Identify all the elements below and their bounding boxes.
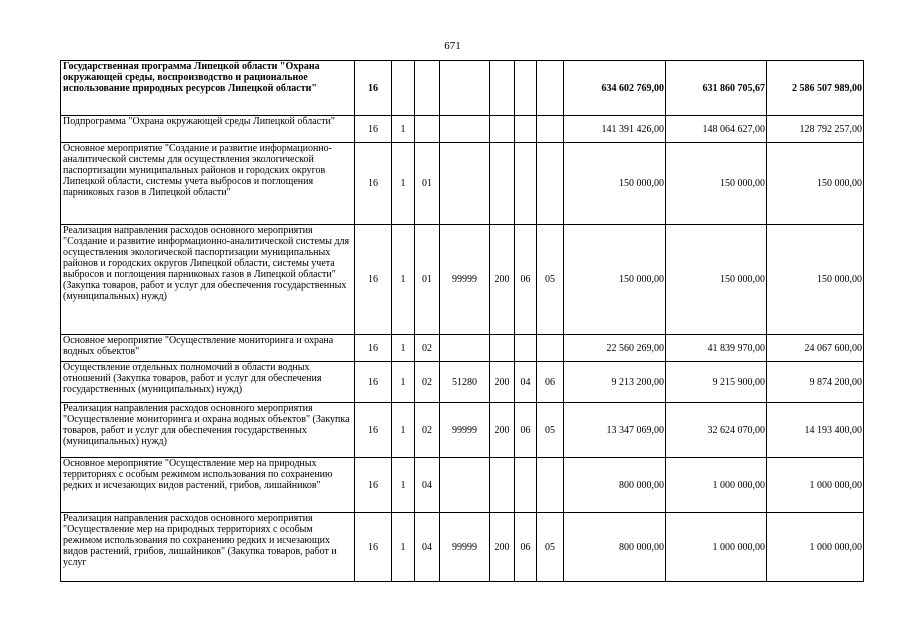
- page-number: 671: [444, 40, 461, 52]
- cell-expense-type: 200: [490, 225, 515, 335]
- row-name: Реализация направления расходов основного мероприятия "Создание и развитие информационно-аналитической системы для осуществления экологической паспортизации муниципальных районов и городских округов Липецкой области, системы учета выбросов и поглощения парниковых газов в Липецкой области" (Закупка товаров, работ и услуг для обеспечения государственных (муниципальных) нужд): [61, 225, 355, 335]
- cell-subprogram: 1: [392, 513, 415, 582]
- cell-amount-3: 150 000,00: [767, 143, 864, 225]
- cell-direction: [440, 143, 490, 225]
- row-name: Осуществление отдельных полномочий в области водных отношений (Закупка товаров, работ и услуг для обеспечения государственных (муниципальных) нужд): [61, 362, 355, 403]
- cell-grbs: 16: [355, 116, 392, 143]
- cell-grbs: 16: [355, 335, 392, 362]
- table-row: [61, 458, 864, 513]
- cell-subsection: [537, 61, 564, 116]
- row-name: Реализация направления расходов основного мероприятия "Осуществление мер на природных территориях с особым режимом использования по сохранению редких и исчезающих видов растений, грибов, лишайников" (Закупка товаров, работ и услуг: [61, 513, 355, 582]
- cell-subsection: [537, 143, 564, 225]
- cell-amount-1: 150 000,00: [564, 225, 666, 335]
- cell-main-activity: 02: [415, 335, 440, 362]
- cell-section: 06: [515, 403, 537, 458]
- table-row-subprogram: [61, 116, 864, 143]
- cell-direction: 51280: [440, 362, 490, 403]
- table-row: [61, 225, 864, 335]
- cell-subprogram: [392, 61, 415, 116]
- budget-table: [60, 60, 864, 582]
- cell-main-activity: 04: [415, 513, 440, 582]
- cell-amount-2: 148 064 627,00: [666, 116, 767, 143]
- table-row-program: [61, 61, 864, 116]
- table-row: [61, 143, 864, 225]
- cell-subsection: 05: [537, 513, 564, 582]
- cell-expense-type: [490, 61, 515, 116]
- cell-amount-1: 800 000,00: [564, 458, 666, 513]
- cell-subsection: 05: [537, 403, 564, 458]
- cell-direction: [440, 335, 490, 362]
- cell-subsection: [537, 335, 564, 362]
- cell-amount-2: 631 860 705,67: [666, 61, 767, 116]
- cell-grbs: 16: [355, 61, 392, 116]
- cell-grbs: 16: [355, 362, 392, 403]
- cell-grbs: 16: [355, 513, 392, 582]
- cell-section: [515, 61, 537, 116]
- cell-subprogram: 1: [392, 335, 415, 362]
- cell-grbs: 16: [355, 143, 392, 225]
- cell-amount-1: 150 000,00: [564, 143, 666, 225]
- cell-section: [515, 335, 537, 362]
- cell-main-activity: 02: [415, 403, 440, 458]
- cell-subsection: [537, 458, 564, 513]
- cell-expense-type: 200: [490, 362, 515, 403]
- cell-amount-1: 800 000,00: [564, 513, 666, 582]
- row-name: Основное мероприятие "Осуществление мер на природных территориях с особым режимом использования по сохранению редких и исчезающих видов растений, грибов, лишайников": [61, 458, 355, 513]
- cell-section: [515, 143, 537, 225]
- row-name: Основное мероприятие "Осуществление мониторинга и охрана водных объектов": [61, 335, 355, 362]
- cell-subprogram: 1: [392, 225, 415, 335]
- cell-section: 04: [515, 362, 537, 403]
- cell-expense-type: [490, 458, 515, 513]
- cell-amount-1: 141 391 426,00: [564, 116, 666, 143]
- cell-expense-type: 200: [490, 513, 515, 582]
- row-name: Государственная программа Липецкой области "Охрана окружающей среды, воспроизводство и рациональное использование природных ресурсов Липецкой области": [61, 61, 355, 116]
- cell-amount-3: 1 000 000,00: [767, 458, 864, 513]
- cell-section: 06: [515, 225, 537, 335]
- row-name: Подпрограмма "Охрана окружающей среды Липецкой области": [61, 116, 355, 143]
- cell-amount-2: 150 000,00: [666, 143, 767, 225]
- table-row: [61, 403, 864, 458]
- cell-amount-1: 634 602 769,00: [564, 61, 666, 116]
- cell-subprogram: 1: [392, 458, 415, 513]
- cell-subsection: 06: [537, 362, 564, 403]
- cell-grbs: 16: [355, 458, 392, 513]
- cell-amount-1: 13 347 069,00: [564, 403, 666, 458]
- cell-main-activity: [415, 116, 440, 143]
- cell-amount-3: 24 067 600,00: [767, 335, 864, 362]
- row-name: Реализация направления расходов основного мероприятия "Осуществление мониторинга и охрана водных объектов" (Закупка товаров, работ и услуг для обеспечения государственных (муниципальных) нужд): [61, 403, 355, 458]
- cell-subsection: 05: [537, 225, 564, 335]
- cell-amount-3: 128 792 257,00: [767, 116, 864, 143]
- cell-amount-2: 32 624 070,00: [666, 403, 767, 458]
- cell-subprogram: 1: [392, 116, 415, 143]
- cell-expense-type: 200: [490, 403, 515, 458]
- cell-direction: 99999: [440, 513, 490, 582]
- cell-section: [515, 458, 537, 513]
- cell-amount-1: 22 560 269,00: [564, 335, 666, 362]
- cell-amount-2: 9 215 900,00: [666, 362, 767, 403]
- table-row: [61, 513, 864, 582]
- cell-subsection: [537, 116, 564, 143]
- cell-subprogram: 1: [392, 362, 415, 403]
- cell-amount-2: 1 000 000,00: [666, 513, 767, 582]
- cell-amount-3: 1 000 000,00: [767, 513, 864, 582]
- cell-expense-type: [490, 143, 515, 225]
- cell-direction: [440, 116, 490, 143]
- cell-grbs: 16: [355, 225, 392, 335]
- cell-expense-type: [490, 116, 515, 143]
- cell-direction: [440, 61, 490, 116]
- cell-subprogram: 1: [392, 403, 415, 458]
- cell-main-activity: 01: [415, 143, 440, 225]
- cell-amount-3: 14 193 400,00: [767, 403, 864, 458]
- cell-section: 06: [515, 513, 537, 582]
- row-name: Основное мероприятие "Создание и развитие информационно-аналитической системы для осуществления экологической паспортизации муниципальных районов и городских округов Липецкой области, системы учета выбросов и поглощения парниковых газов в Липецкой области": [61, 143, 355, 225]
- cell-amount-3: 150 000,00: [767, 225, 864, 335]
- cell-direction: 99999: [440, 403, 490, 458]
- cell-amount-2: 41 839 970,00: [666, 335, 767, 362]
- cell-amount-3: 9 874 200,00: [767, 362, 864, 403]
- cell-main-activity: [415, 61, 440, 116]
- cell-amount-2: 150 000,00: [666, 225, 767, 335]
- cell-direction: 99999: [440, 225, 490, 335]
- cell-grbs: 16: [355, 403, 392, 458]
- cell-main-activity: 04: [415, 458, 440, 513]
- cell-amount-3: 2 586 507 989,00: [767, 61, 864, 116]
- cell-expense-type: [490, 335, 515, 362]
- cell-amount-1: 9 213 200,00: [564, 362, 666, 403]
- cell-subprogram: 1: [392, 143, 415, 225]
- cell-direction: [440, 458, 490, 513]
- cell-amount-2: 1 000 000,00: [666, 458, 767, 513]
- table-row: [61, 362, 864, 403]
- cell-main-activity: 02: [415, 362, 440, 403]
- cell-main-activity: 01: [415, 225, 440, 335]
- cell-section: [515, 116, 537, 143]
- table-row: [61, 335, 864, 362]
